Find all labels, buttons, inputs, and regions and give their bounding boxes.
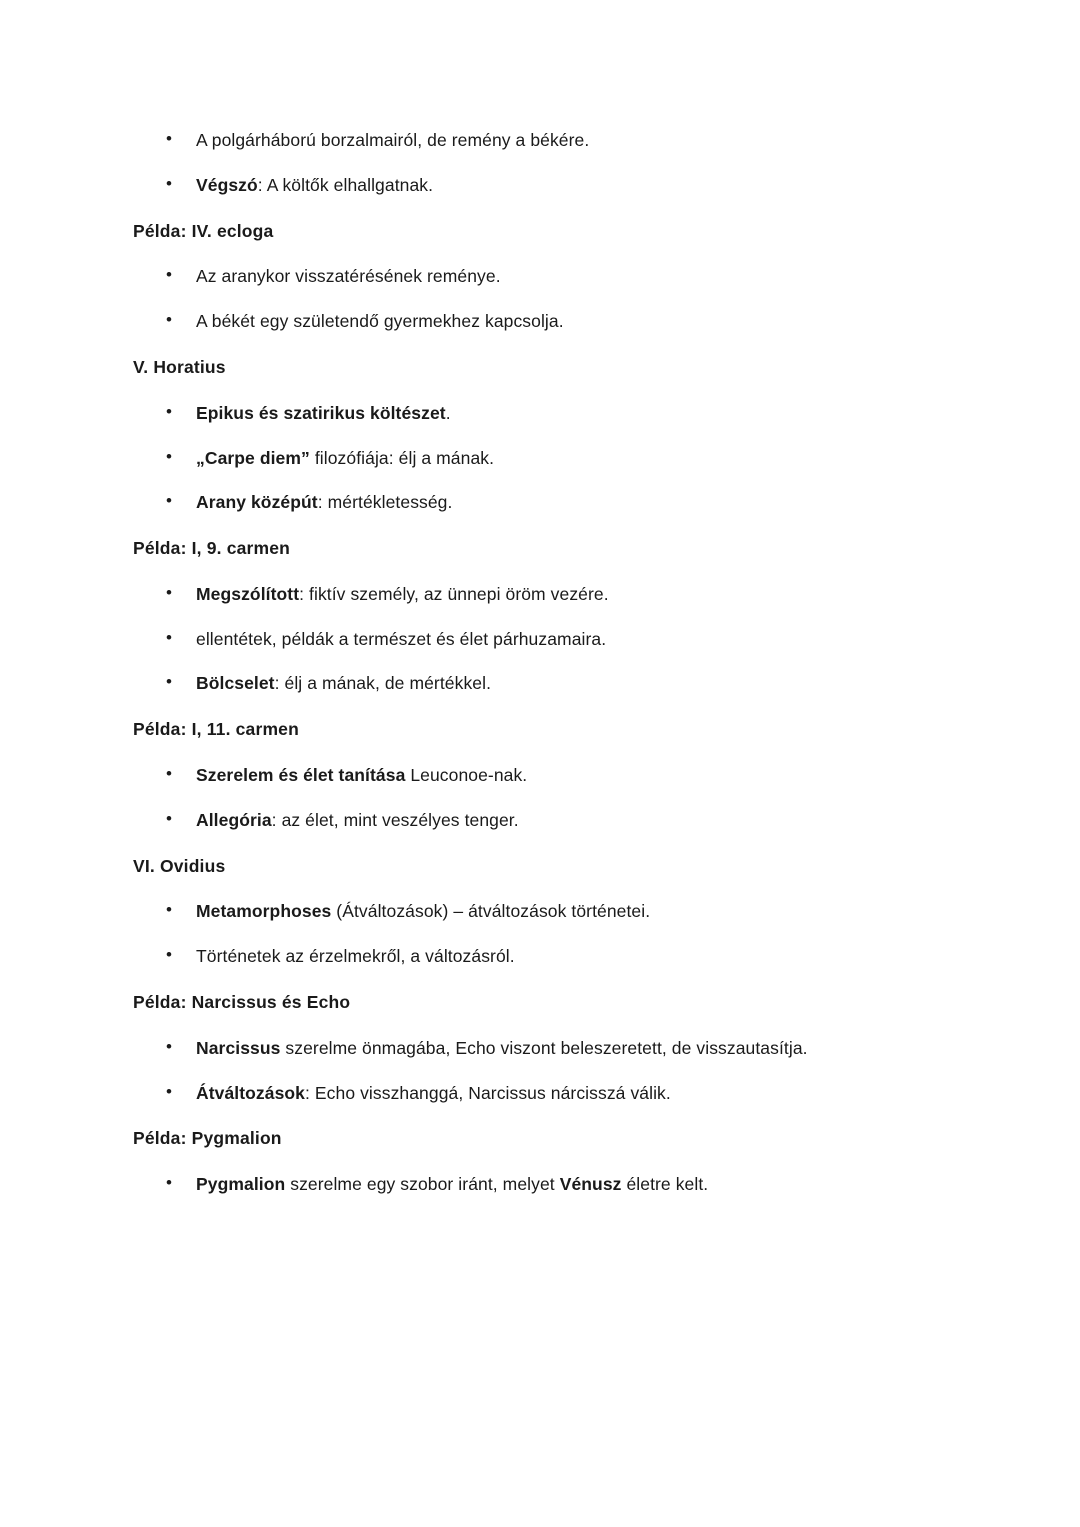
text-run: életre kelt. [621,1174,709,1195]
text-run: filozófiája: élj a mának. [309,447,495,468]
text-run-bold: Narcissus [196,1037,281,1058]
text-run: (Átváltozások) – átváltozások történetei. [331,901,651,922]
text-run-bold: „Carpe diem” [196,447,310,468]
bullet-list [133,1026,960,1116]
bullet-list [133,118,960,208]
text-run-bold: Arany középút [196,492,318,513]
bullet-list-item [133,480,960,525]
bullet-list-item [133,889,960,934]
text-run-bold: Vénusz [559,1174,622,1195]
bullet-list-item [133,1162,960,1207]
text-run: szerelme önmagába, Echo viszont beleszeretett, de visszautasítja. [280,1037,808,1058]
bullet-list-item [133,1026,960,1071]
bullet-list-item [133,753,960,798]
text-run: : A költők elhallgatnak. [257,174,434,195]
bullet-list-item [133,254,960,299]
bullet-list [133,572,960,706]
text-run-bold: Átváltozások [196,1082,305,1103]
bullet-list-item [133,798,960,843]
text-run: szerelme egy szobor iránt, melyet [285,1174,560,1195]
section-heading: Példa: Pygmalion [133,1128,282,1149]
section-heading: Példa: IV. ecloga [133,220,274,241]
section-heading: Példa: I, 11. carmen [133,719,299,740]
bullet-list [133,889,960,979]
bullet-list-item [133,163,960,208]
document-body [133,118,960,1207]
text-run: : Echo visszhanggá, Narcissus nárcisszá válik. [305,1082,671,1103]
section-heading: VI. Ovidius [133,855,226,876]
bullet-list-item [133,617,960,662]
text-run-bold: Szerelem és élet tanítása [196,765,406,785]
text-run-bold: Epikus és szatirikus költészet [196,402,446,423]
bullet-list-item [133,436,960,481]
bullet-list-item [133,934,960,979]
bullet-list-item [133,661,960,706]
text-run-bold: Megszólított [196,583,300,604]
text-run: Leuconoe-nak. [405,765,528,785]
bullet-list-item [133,299,960,344]
text-run: : fiktív személy, az ünnepi öröm vezére. [299,583,609,604]
text-run: A polgárháború borzalmairól, de remény a békére. [196,130,590,150]
text-run: : az élet, mint veszélyes tenger. [271,809,519,830]
text-run-bold: Metamorphoses [196,901,332,922]
bullet-list [133,391,960,525]
text-run: . [445,402,451,423]
text-run-bold: Végszó [196,174,258,195]
section-heading: Példa: I, 9. carmen [133,538,291,558]
text-run: A békét egy születendő gyermekhez kapcsolja. [196,311,564,332]
section-heading: V. Horatius [133,356,226,377]
bullet-list-item [133,572,960,617]
text-run-bold: Allegória [196,809,272,830]
section-heading: Példa: Narcissus és Echo [133,991,351,1012]
text-run: : élj a mának, de mértékkel. [274,673,492,694]
text-run: ellentétek, példák a természet és élet párhuzamaira. [196,628,607,649]
text-run: Történetek az érzelmekről, a változásról. [196,946,515,967]
text-run: : mértékletesség. [317,492,453,513]
bullet-list-item [133,118,960,163]
bullet-list-item [133,391,960,436]
text-run-bold: Pygmalion [196,1174,286,1195]
bullet-list [133,753,960,843]
bullet-list [133,1162,960,1207]
text-run: Az aranykor visszatérésének reménye. [196,266,501,287]
text-run-bold: Bölcselet [196,673,275,694]
bullet-list-item [133,1071,960,1116]
bullet-list [133,254,960,344]
